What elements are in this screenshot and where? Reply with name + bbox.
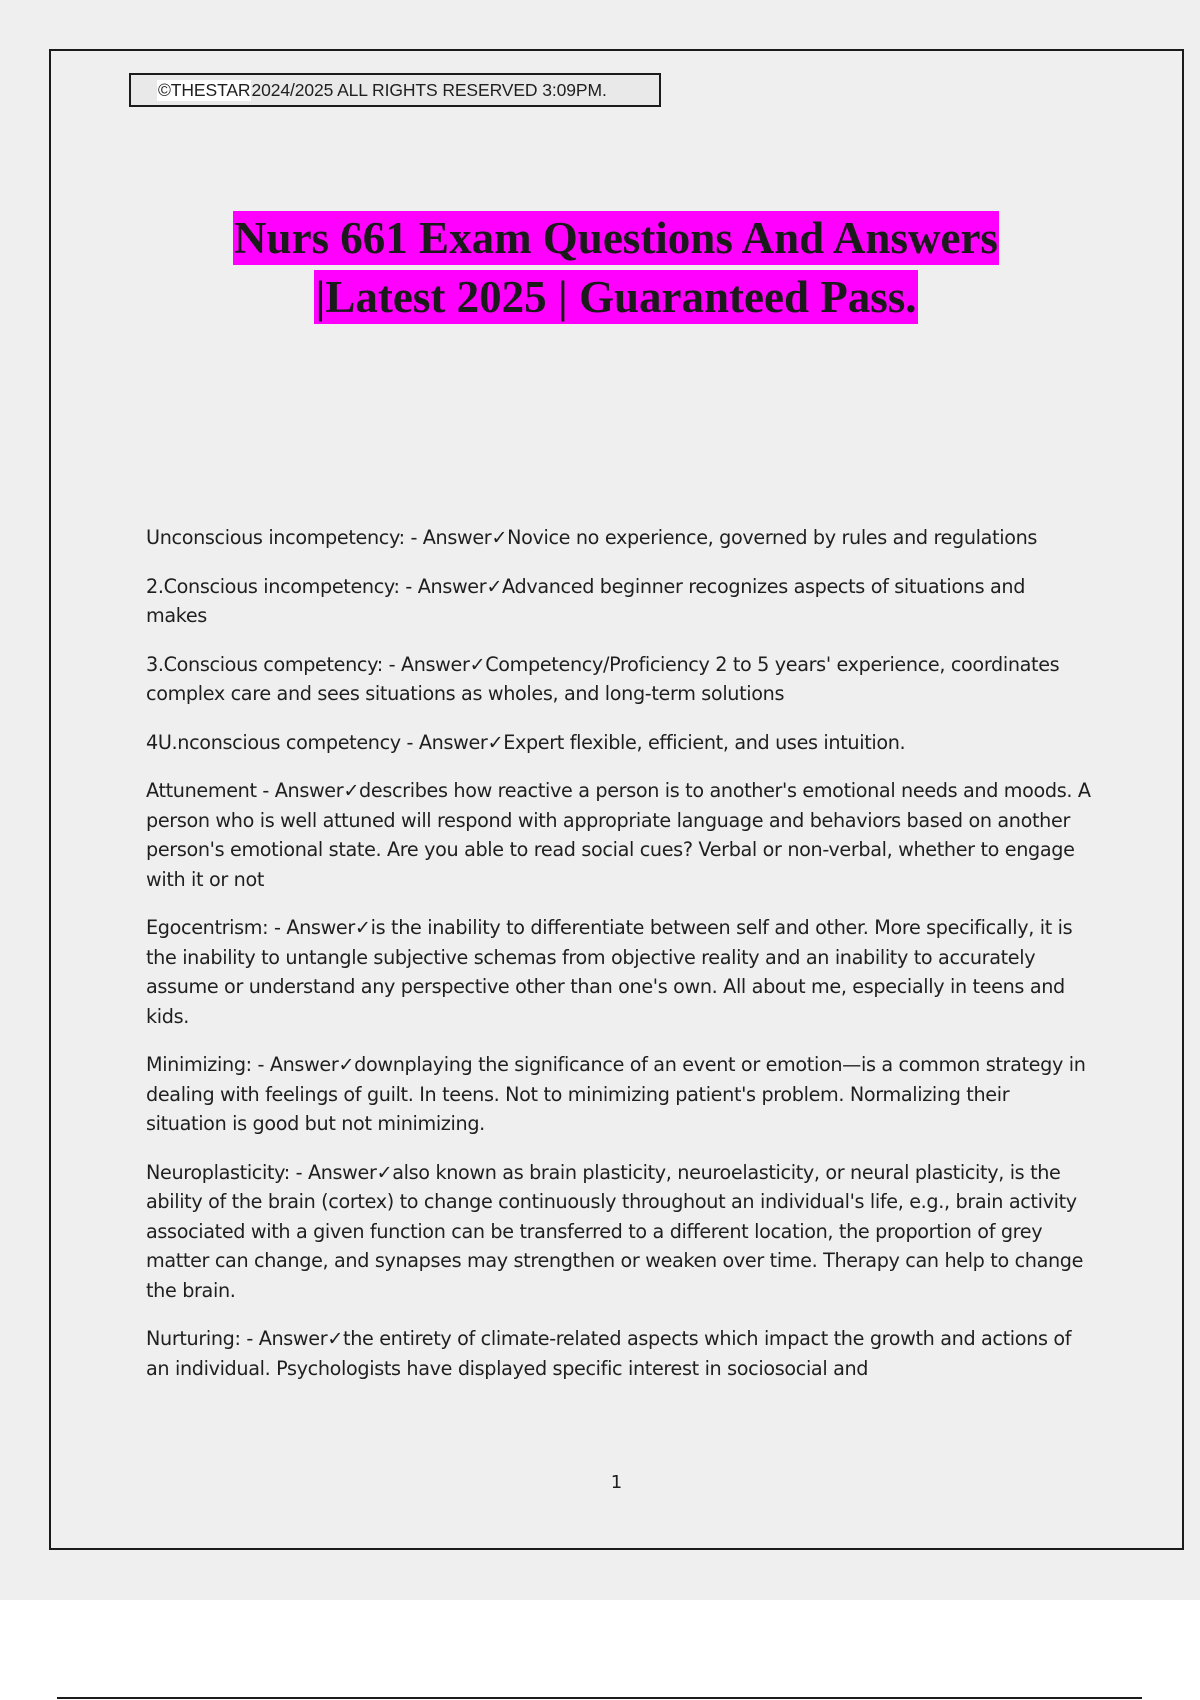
- title-line-2: |Latest 2025 | Guaranteed Pass.: [315, 272, 917, 322]
- page-number: 1: [610, 1472, 623, 1493]
- title-line-1: Nurs 661 Exam Questions And Answers: [234, 213, 998, 263]
- qa-term: Neuroplasticity: -: [146, 1161, 308, 1184]
- answer-prefix: Answer: [274, 779, 344, 802]
- answer-prefix: Answer: [269, 1053, 339, 1076]
- check-icon: ✓: [376, 1160, 393, 1184]
- answer-prefix: Answer: [286, 916, 355, 939]
- answer-prefix: Answer: [307, 1160, 377, 1184]
- qa-item: [146, 650, 1091, 709]
- qa-term: 3.Conscious competency: -: [146, 653, 401, 676]
- check-icon: ✓: [354, 916, 371, 939]
- qa-answer: downplaying the significance of an event or emotion—is a common strategy in dealing with feelings of guilt. In teens. Not to minimizing patient's problem. Normalizing their situation is good but not minimizing.: [146, 1053, 1086, 1135]
- answer-prefix: Answer: [418, 730, 488, 754]
- qa-answer: the entirety of climate-related aspects which impact the growth and actions of an individual. Psychologists have displayed specific interest in sociosocial and: [146, 1327, 1072, 1380]
- qa-item: [146, 1158, 1091, 1306]
- qa-answer: Competency/Proficiency 2 to 5 years' experience, coordinates complex care and sees situations as wholes, and long-term solutions: [146, 652, 1060, 705]
- check-icon: ✓: [491, 526, 508, 549]
- qa-item: [146, 572, 1091, 631]
- check-icon: ✓: [343, 779, 360, 802]
- check-icon: ✓: [469, 652, 486, 676]
- qa-term: 2.Conscious incompetency: -: [146, 575, 418, 598]
- qa-answer: also known as brain plasticity, neuroelasticity, or neural plasticity, is the ability of the brain (cortex) to change continuously throughout an individual's life, e.g., brain activity associated with a given function can be transferred to a different location, the proportion of grey matter can change, and synapses may strengthen or weaken over time. Therapy can help to change the brain.: [146, 1160, 1084, 1302]
- qa-answer: Novice no experience, governed by rules and regulations: [507, 526, 1038, 549]
- answer-prefix: Answer: [417, 574, 487, 598]
- qa-term: Egocentrism: -: [146, 916, 286, 939]
- copyright-text: 2024/2025 ALL RIGHTS RESERVED 3:09PM.: [251, 79, 607, 100]
- answer-prefix: Answer: [400, 652, 470, 676]
- qa-term: Unconscious incompetency: -: [146, 526, 423, 549]
- check-icon: ✓: [327, 1327, 344, 1350]
- qa-list: [146, 523, 1091, 1402]
- qa-item: [146, 1324, 1091, 1383]
- answer-prefix: Answer: [258, 1327, 328, 1350]
- qa-answer: describes how reactive a person is to another's emotional needs and moods. A person who is well attuned will respond with appropriate language and behaviors based on another person's emotional state. Are you able to read social cues? Verbal or non-verbal, whether to engage with it or not: [146, 779, 1091, 891]
- qa-item: [146, 913, 1091, 1031]
- qa-answer: is the inability to differentiate between self and other. More specifically, it is the inability to untangle subjective schemas from objective reality and an inability to accurately assume or understand any perspective other than one's own. All about me, especially in teens and kids.: [146, 916, 1073, 1028]
- qa-term: Minimizing: -: [146, 1053, 270, 1076]
- qa-answer: Advanced beginner recognizes aspects of situations and makes: [146, 574, 1026, 627]
- document-title: [60, 209, 1172, 327]
- copyright-banner: [129, 73, 661, 107]
- qa-term: 4U.nconscious competency -: [146, 731, 419, 754]
- answer-prefix: Answer: [422, 526, 492, 549]
- qa-answer: Expert flexible, efficient, and uses intuition.: [503, 730, 906, 754]
- qa-term: Nurturing: -: [146, 1327, 259, 1350]
- qa-item: [146, 523, 1091, 553]
- check-icon: ✓: [338, 1053, 355, 1076]
- copyright-brand: ©THESTAR: [158, 79, 251, 100]
- qa-term: Attunement -: [146, 779, 275, 802]
- qa-item: [146, 1050, 1091, 1139]
- qa-item: [146, 776, 1091, 894]
- bottom-divider: [57, 1697, 1142, 1699]
- check-icon: ✓: [487, 730, 504, 754]
- qa-item: [146, 728, 1091, 758]
- check-icon: ✓: [486, 574, 503, 598]
